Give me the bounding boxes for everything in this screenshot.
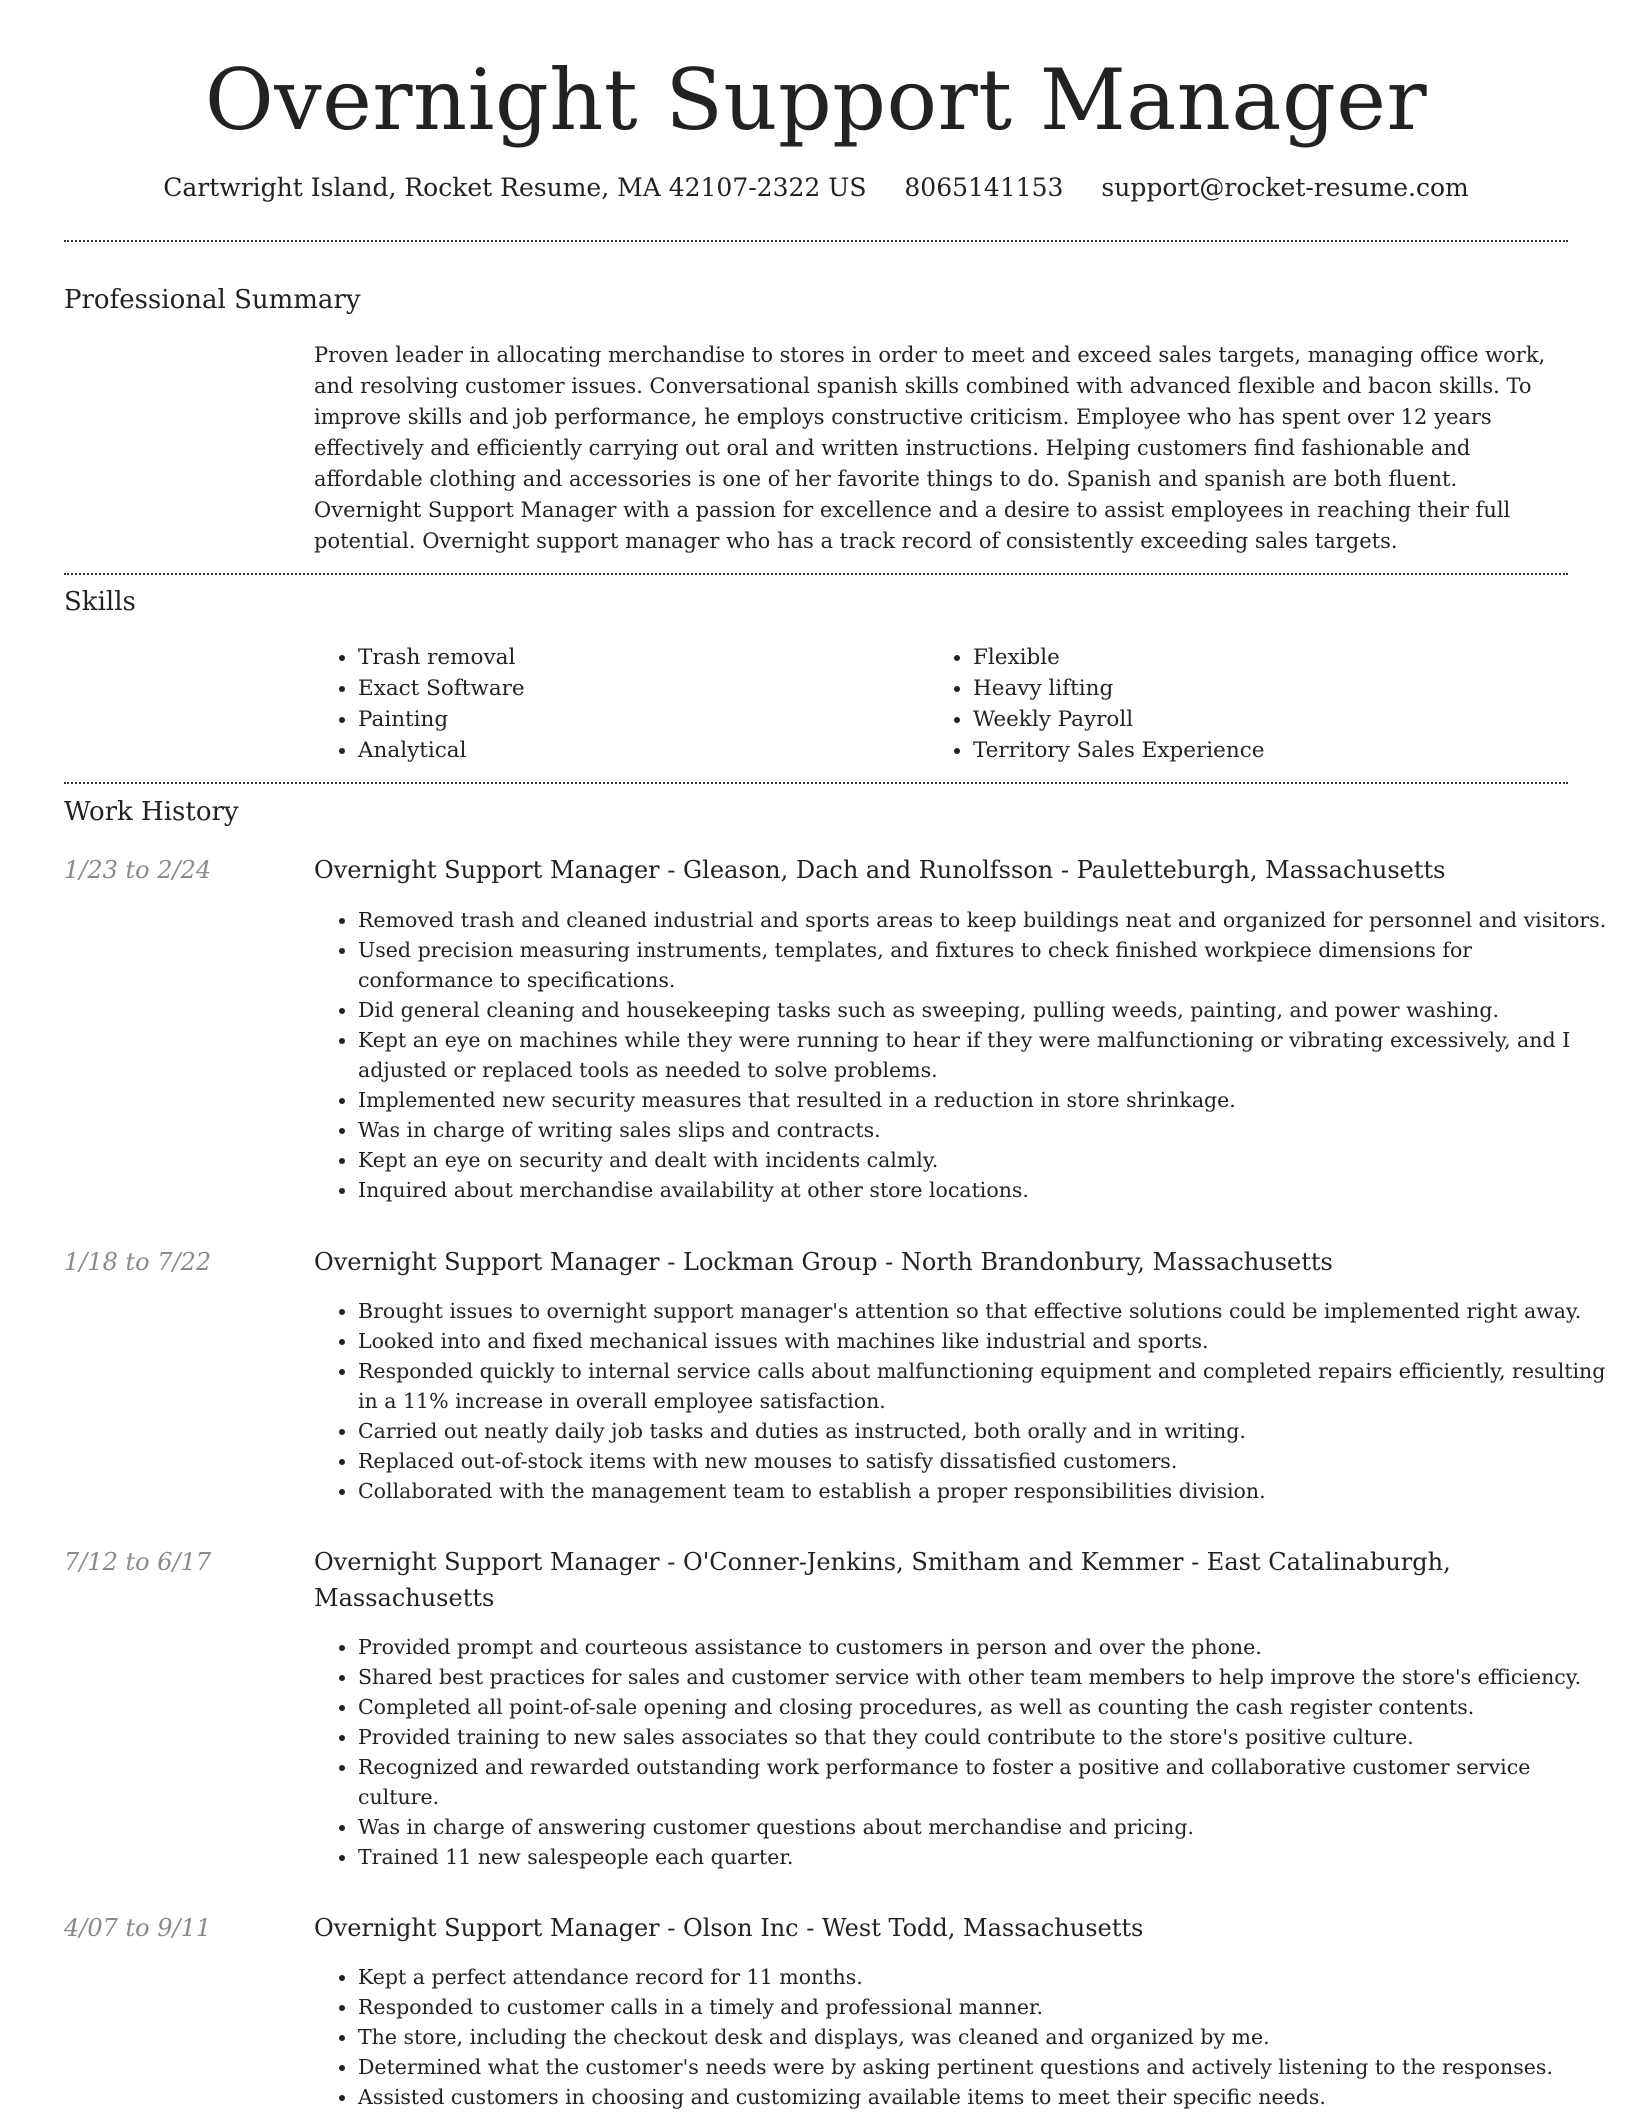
job-bullet: • Used precision measuring instruments, templates, and fixtures to check finished workpiece dimensions for conformance to specifications.	[358, 935, 1612, 995]
job-bullet: • Replaced out-of-stock items with new mouses to satisfy dissatisfied customers.	[358, 1446, 1612, 1476]
skill-item: • Painting	[358, 704, 918, 735]
job-bullet: • Determined what the customer's needs were by asking pertinent questions and actively listening to the responses.	[358, 2052, 1612, 2082]
contact-address: Cartwright Island, Rocket Resume, MA 42107-2322 US	[163, 173, 867, 202]
skill-item: • Analytical	[358, 735, 918, 766]
job-dates: 7/12 to 6/17	[64, 1548, 212, 1576]
job-bullet: • Was in charge of writing sales slips and contracts.	[358, 1115, 1612, 1145]
job-bullet: • Trained 11 new salespeople each quarter.	[358, 1842, 1612, 1872]
job-dates: 4/07 to 9/11	[64, 1914, 212, 1942]
job-bullet: • Was in charge of answering customer questions about merchandise and pricing.	[358, 1812, 1612, 1842]
skills-list-right	[929, 642, 1593, 766]
job-bullet: • Brought issues to overnight support manager's attention so that effective solutions could be implemented right away.	[358, 1296, 1612, 1326]
section-divider	[64, 782, 1568, 784]
job-bullets	[314, 905, 1612, 1205]
job-title: Overnight Support Manager - Lockman Group - North Brandonbury, Massachusetts	[314, 1248, 1333, 1276]
summary-heading: Professional Summary	[64, 285, 361, 315]
job-bullet: • Kept an eye on machines while they were running to hear if they were malfunctioning or vibrating excessively, and I adjusted or replaced tools as needed to solve problems.	[358, 1025, 1612, 1085]
job-bullet: • Implemented new security measures that resulted in a reduction in store shrinkage.	[358, 1085, 1612, 1115]
job-bullet: • Provided training to new sales associates so that they could contribute to the store's positive culture.	[358, 1722, 1612, 1752]
job-bullet: • Responded quickly to internal service calls about malfunctioning equipment and completed repairs efficiently, resulting in a 11% increase in overall employee satisfaction.	[358, 1356, 1612, 1416]
job-bullet: • Assisted customers in choosing and customizing available items to meet their specific needs.	[358, 2082, 1612, 2112]
summary-text: Proven leader in allocating merchandise to stores in order to meet and exceed sales targets, managing office work, and resolving customer issues. Conversational spanish skills combined with advanced flexible and bacon skills. To improve skills and job performance, he employs constructive criticism. Employee who has spent over 12 years effectively and efficiently carrying out oral and written instructions. Helping customers find fashionable and affordable clothing and accessories is one of her favorite things to do. Spanish and spanish are both fluent. Overnight Support Manager with a passion for excellence and a desire to assist employees in reaching their full potential. Overnight support manager who has a track record of consistently exceeding sales targets.	[314, 343, 1546, 553]
job-bullet: • Kept an eye on security and dealt with incidents calmly.	[358, 1145, 1612, 1175]
job-bullets	[314, 1962, 1612, 2112]
job-bullet: • Provided prompt and courteous assistance to customers in person and over the phone.	[358, 1632, 1612, 1662]
section-divider	[64, 240, 1568, 242]
job-bullet: • Collaborated with the management team to establish a proper responsibilities division.	[358, 1476, 1612, 1506]
job-bullet: • Completed all point-of-sale opening and closing procedures, as well as counting the cash register contents.	[358, 1692, 1612, 1722]
job-dates: 1/18 to 7/22	[64, 1248, 212, 1276]
skill-item: • Exact Software	[358, 673, 918, 704]
job-bullets	[314, 1296, 1612, 1506]
skills-heading: Skills	[64, 587, 136, 617]
job-bullet: • Kept a perfect attendance record for 11 months.	[358, 1962, 1612, 1992]
contact-phone: 8065141153	[904, 173, 1064, 202]
job-bullet: • The store, including the checkout desk and displays, was cleaned and organized by me.	[358, 2022, 1612, 2052]
job-dates: 1/23 to 2/24	[64, 856, 212, 884]
candidate-name: Overnight Support Manager	[204, 51, 1428, 149]
contact-email: support@rocket-resume.com	[1101, 173, 1469, 202]
skill-item: • Trash removal	[358, 642, 918, 673]
section-divider	[64, 573, 1568, 575]
job-bullets	[314, 1632, 1612, 1872]
skill-item: • Territory Sales Experience	[973, 735, 1593, 766]
job-bullet: • Did general cleaning and housekeeping tasks such as sweeping, pulling weeds, painting, and power washing.	[358, 995, 1612, 1025]
skill-item: • Weekly Payroll	[973, 704, 1593, 735]
job-title: Overnight Support Manager - O'Conner-Jenkins, Smitham and Kemmer - East Catalinaburgh, Massachusetts	[314, 1548, 1451, 1612]
job-bullet: • Removed trash and cleaned industrial and sports areas to keep buildings neat and organized for personnel and visitors.	[358, 905, 1612, 935]
job-bullet: • Carried out neatly daily job tasks and duties as instructed, both orally and in writing.	[358, 1416, 1612, 1446]
job-bullet: • Responded to customer calls in a timely and professional manner.	[358, 1992, 1612, 2022]
skill-item: • Flexible	[973, 642, 1593, 673]
job-bullet: • Looked into and fixed mechanical issues with machines like industrial and sports.	[358, 1326, 1612, 1356]
job-bullet: • Shared best practices for sales and customer service with other team members to help improve the store's efficiency.	[358, 1662, 1612, 1692]
contact-line	[0, 170, 1632, 206]
skills-list-left	[314, 642, 918, 766]
skill-item: • Heavy lifting	[973, 673, 1593, 704]
job-bullet: • Recognized and rewarded outstanding work performance to foster a positive and collaborative customer service culture.	[358, 1752, 1612, 1812]
work-history-heading: Work History	[64, 797, 239, 827]
job-title: Overnight Support Manager - Gleason, Dach and Runolfsson - Pauletteburgh, Massachusetts	[314, 856, 1446, 884]
job-bullet: • Inquired about merchandise availability at other store locations.	[358, 1175, 1612, 1205]
job-title: Overnight Support Manager - Olson Inc - West Todd, Massachusetts	[314, 1914, 1144, 1942]
